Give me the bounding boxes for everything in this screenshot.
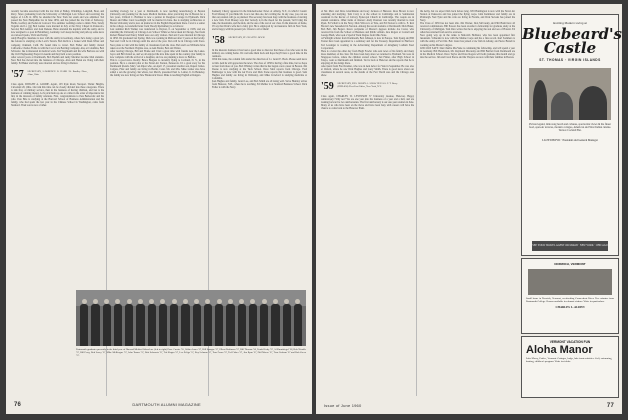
page-number: 77 bbox=[606, 403, 614, 409]
ad-tagline: Exciting Modern Living at bbox=[553, 21, 587, 25]
class-year: '59 bbox=[321, 81, 334, 93]
left-column-2 bbox=[110, 10, 205, 286]
class-year: '58 bbox=[212, 35, 225, 47]
class-note-header-59 bbox=[321, 82, 414, 92]
magazine-spread bbox=[6, 4, 622, 414]
ad-body: Picture legend, mile-long beach and cabanas, spectacular views & the finest food, open-air terraces, modern cottages, American and West Indian cuisine. Terrace Cocktail Bar. bbox=[528, 123, 612, 133]
class-notes-text: recently became associated with the law firm of Bailey, Waldridge, Langdell, Boar, and Perry. Since graduating from the University of Michigan Law School and receiving the degree of LL.B. in 1959, he attended the New York bar exam and was admitted. Ted passed the New Hampshire bar in June 1959, and has joined the law firm of Sulloway, Hollis, Godfrey and Soden in Concord. Two summer weddings come to mind. First, Sandy Vogelin and Lt. (jg) Bob Gaines were married in July at the Navy Chapel in Pensacola. Second, Bob Andrew and Joan Deneau. Bette attended the nuptials with the Army and is now assigned to a post in Heidelberg, Germany. Let's keep moving and pick up some news on various Upsala, Vivid and Teddy. bbox=[11, 10, 104, 38]
aloha-manor-ad bbox=[521, 336, 619, 398]
ad-signer: LLOYD BOYD · President and General Manager bbox=[542, 138, 598, 142]
bluebeards-castle-ad bbox=[521, 14, 622, 256]
issue-date: Issue of June 1960 bbox=[324, 403, 362, 408]
class-notes-text: Kennedy Cherry appeared in the Knickerbocker News of Albany, N.Y., in which I found: Ford Massey. If you think Mr. Coe is not that one, he's writing me. In any case, you can see that our reunion will go as planned. The secretary has been busy with the business of starting a new firm. Ford Massey says that 'nobody is in the mood for the present,' he'll bring the lake, the mountains, and the kids, and be one of the rest of our class. In the interests of home, I'll say that Dick's wife had a baby girl. He is employed by an insurance firm in New York, and is happy with his present job. Cheers to all of them! bbox=[212, 10, 307, 32]
class-note-header-58 bbox=[212, 36, 307, 46]
class-notes-text: The Class of 1959 has not been idle. Jim Warner, Don McCauley and Phil Bush have all received commissions. Bill Powers has been awarded a fellowship for graduate study at the University of Michigan. Tom Rice writes that he is enjoying the sun and sea of Hawaii. Ed Allen has returned from service overseas. bbox=[420, 22, 515, 35]
class-year: '57 bbox=[11, 68, 24, 80]
ad-contact-bar: SEE YOUR TRAVEL AGENT OR MIAMI · NEW YORK · CHICAGO bbox=[532, 241, 608, 251]
right-column-2 bbox=[420, 10, 515, 402]
class-notes-text: Here is a letter the other day from Hugh Fowler who sent news of his family and many more members of the class: We have been busy since we returned to Thailand. We were in Singapore before, where the children started school. Ted Fisher, after High School in Tokyo, went to Dartmouth and finished. Ted is back at Hanover and he reports that he is enjoying all the doings there. bbox=[321, 49, 414, 65]
page-number: 76 bbox=[14, 402, 22, 408]
class-notes-text: With this issue, the column falls under the direction of Lt. Grant E. Bock. Please send news to him. And he will appreciate the news. The class of 1958 is having a fine time, but we hope to hear from more of you. Bob Whitney writes that he has begun a new career in Boston. Jim Doane is now studying at the Tuck School. Dave Mott reports from Chicago. Fred Bamberger is now with the Air Force and Dick Stone reports that business is good. Sam Hughes and family are living in Wellesley, and Mike Crawford is studying medicine at Columbia. bbox=[212, 58, 307, 80]
photo-caption: Dartmouth graduates presently in the third year of Harvard Medical School are (left to right) Dave Currier '55, Walter Jones '57, Bill Sprague '57, Elbert Robinson '57, Bill Thomas '56, Frank Riedy '57, Al Krumbiegel '58, Bob Trimble '57, Bill Perry, Bob Lacey '57, Mike McKeague '57, John Tanner '57, Bob Schwartz '57, Ted Kogan '57, Leo Zeligs '57, Roy Lehman '57, Tom Foran '57, Ted Fisher '57, Jim Ryan '57, Phil Moore '57, Tom Gorham '57 and Bob Green '57. bbox=[76, 348, 306, 357]
class-notes-text: Ken Hughes and family, Grant Lee, and Bob Smith are all doing well. Steve Huntley writes from Hanover, N.H., where he is teaching. Ed Mohler is at Stanford Business School. Dick Fuller is with the Navy. bbox=[212, 79, 307, 89]
ad-header: VERMONT VACATION FUN bbox=[549, 340, 591, 344]
column-rule bbox=[416, 8, 417, 396]
ad-logo: Bluebeard's Castle bbox=[522, 25, 622, 57]
right-page bbox=[316, 4, 622, 414]
ad-header: NORWICH, VERMONT bbox=[554, 262, 586, 266]
norwich-ad bbox=[521, 258, 619, 334]
ad-title: Aloha Manor bbox=[526, 344, 593, 356]
group-photo bbox=[76, 290, 306, 346]
ad-name: CHARLES L. ALDEN bbox=[555, 305, 585, 309]
page-footer bbox=[14, 402, 304, 408]
ad-body: Lake Morey, Fairlee, Vermont. Cottages, lodge, lake-front activities. Golf, swimming, boating, children's program. Write for folder. bbox=[526, 357, 612, 363]
right-column-1 bbox=[321, 10, 414, 402]
class-notes-text: of Mr. Marc and Dave Gleichmann and Gary Jackson of Hanover. Ross Brown is now attending and studying. Tom Crary is at the school in Cambridge and is Seminarian Assistant in the Rector of Calvary Episcopal Church in Cambridge. The couple are in student residence. Other items of interest: Andy Peterson was recently married to Joan Ryan. Ed Scholl is in the Navy. Dick Wilcox is at Yale, and Ed Norton is with G. E. Rob Brown's new household in Newton. Among the recent students at Dartmouth: Dick Baker, Bob Bell, Jim Bogert. Know recipients of Master's degrees include Joe Carter, who received his from the School of Business and Public Affairs. Abe Rogers at Cornell and George Bush, who took a Special Work Degree from Ohio State. bbox=[321, 10, 414, 38]
left-column-3 bbox=[212, 10, 307, 286]
ad-photo bbox=[528, 269, 612, 295]
class-notes-text: After several years at Dartmouth, Bob Boehm and Andy Mackler became Med students. Now Bob has moved into the business of Chicago. Alan and Helen are living with their family. Ed Baker and Judy were married and are living in Denver. bbox=[11, 55, 104, 65]
class-notes-text: Also heard from Fred Kramer, who was in Ann Arbor for Yale in September. He was also at Oxford, where he saw Dick Hughes and Larry Smith. There is good news about our classmates in several areas, as the details of the Fort Worth area and the Chicago area show. bbox=[321, 64, 414, 77]
class-notes-text: Andy Hough's classmate is now with the Army in Germany, where he's doing a great job. Ike Gloster is studying at the Lord's Tavern. Bob Robb is a broker with Dean Witter and company, Oakland, Calif. He found time to travel. Bob Fisher and family visited California. Charles Fickle is with the Coca Cola Bottling Company. Also at Columbia, Bob Schwartz. Ike is interested in medical work. Ted Weymouth and his wife Barbara are with the Civil Engineering Project in Austin and they hold a new position. bbox=[11, 37, 104, 56]
class-notes-text: Last summer Rich Walker was transferred to Dayton, 0. on September 4, 1958, and are attending the University of Chicago Law School. While we have taken in Chicago, Ned from Robert Haskell and Nancy Smith were our only visitors. Ned and I were married in Chicago in 1958. We graduated last Spring. Dick was working in Midwest after 5 years on the faculty. Ned and I will be in Chicago until the end of the year. Don will be in Chicago with Steve. Now plans to visit with the family of classmates from the class. Bob and Lou Williams have taken over the Northern Virginia area, as Ann Shafer, Bob and Walter. bbox=[110, 28, 205, 50]
magazine-title: DARTMOUTH ALUMNI MAGAZINE bbox=[132, 402, 201, 407]
class-notes-text: teaching Zoology for a year at Dartmouth, is now teaching neurobiology at Boston University and working for the Aero Medical Institute. After practicing law in Boston for a few years, Clifford C. Hollister is now a partner in Douglass Cottage in Plymouth. Dick Moner and Mike Carol Goodnight will be married in June. Ike is studying architecture at Brown University and is now an instructor in the English Department there. Carol is a senior in the college. A wonderful letter from Woody Kjellenberg is as follows: bbox=[110, 10, 205, 29]
class-notes-text: Class agent, CHARLES W. LEVINSON 57 University Avenue, Hanover. Happy Anniversary! Why not? We are one year into the business of a year and a half, and are looking forward to two anniversaries. The first anniversary is our one-year reunion in June. Many of us who have been on the move and have been busy with careers will have the chance to come back to the Hanover Plain. bbox=[321, 95, 414, 111]
left-page bbox=[6, 4, 312, 414]
class-notes-text: Now going way up in the ranks is Malcolm Hollister, who has been appointed first lieutenant. Schneider is now with the Marine Corps and has a fine record. Karl Sommers is with the Army at Fort Dix. Bob Lister has joined a law firm in Albany, and Steve Brandt is working on his Master's degree. bbox=[420, 34, 515, 47]
class-notes-text: the Army, but we expect him back before long. Will Huntington is now with the Naval Air Station at Pensacola and has joined the flying corps. John Kemmerer and family are in Pittsburgh. Ned Tyler and his wife are living in Florida, and Dick Stevens has joined the Navy. bbox=[420, 10, 515, 23]
class-secretary: SECRETARY, LAWRENCE R. HARR 3S. Bradley Place, Alton, Ohio bbox=[27, 69, 88, 76]
class-notes-text: This is a good news. Really: Bruce Burgess is currently flying to Cortland, N. Y., in the position. He is a student pilot at the Naval Air Station, Pensacola. It's a great story for his Dartmouth friends. Mary van Riper who, on April 17, presented another son, Rupert James. Colgate, Fifer and family are living in Berlin, Conn. Mr. and Mrs. Mike Lamer also have added a son the growing clan where, last March, presented Paul G. Lamer, Jr. In Berkeley, the family are now living on New Brunswick Street. Mike is teaching English at Rutgers. bbox=[110, 58, 205, 77]
class-secretary: SECRETARY, ENS. HARRY A. SHAW III U.S.S. F. T. Berry (DDE-858) Fleet Post Office, New York, N.Y. bbox=[337, 82, 398, 89]
class-secretary: SECRETARY, LT. GRANT E. BOCK bbox=[228, 36, 265, 40]
class-notes-text: In the interests business it has been a good idea to discover that those of us who were in the military are coming home. We welcome them back and hope they'll have a good time in the reunions. bbox=[212, 49, 307, 59]
class-notes-text: Class agent, DWIGHT A. GOODE. Agent, 103 Kyle Road, Newport. Walter Heiglin, Cleveland 20, Ohio. Our talk this time can be closely divided into three categories. There is talk first, of military service, then in the business of having children, and last is the business of winning money. Let's pick them up one at a time in the order of importance but first in the interests of family relations. First, congratulations to Pete Berkowitz and his wife. Pete Brie is studying at the Harvard School of Business Administration and his family, who had spent the last year in the Chinese School in Washington, came from Stanford. Their son is now a father. bbox=[11, 82, 104, 108]
class-notes-text: LINCOLN SAYS: Dan Charlie MacVane is continuing his fellowship, and will spend a year in Germany. Bill Henderson, Mr. Raymond Macaulay and Bill Bartlett from Dartmouth are in the Medical School. Dave Taylor and Dave Rogers will both graduate this month and go into the service. Jim and Carol Pierce and the Thayers are now with their families in Boston. bbox=[420, 46, 515, 59]
page-footer bbox=[324, 403, 614, 408]
class-note-header-57 bbox=[11, 70, 104, 80]
ad-body: Small home in Norwich, Vermont, overlooking Connecticut River. Five minutes from Dartmouth College. Rooms available for alumni visitors. Write for particulars. bbox=[526, 297, 614, 303]
class-notes-text: A Fulbright scholar from Dartmouth, Bob Johnson, is now in Europe. Tom Spang and Bill Turner have been appointed to a seminary and for the Treasury Department in Hartford. Ted Lessinger is working in the Advertising Department of Allegheny Ludlum Steel Corporation. bbox=[321, 37, 414, 50]
ad-illustration bbox=[529, 68, 611, 120]
ad-location: ST. THOMAS · VIRGIN ISLANDS bbox=[539, 58, 601, 62]
class-notes-text: After leaving Chicago, Bill and Elaine and I had a great time with friends near the Lakes. Joyce and Bill visited us, and we all enjoyed the nice time spent in the country. Our family is now complete with the arrival of a daughter, and we are planning a move to Buffalo. bbox=[110, 49, 205, 59]
